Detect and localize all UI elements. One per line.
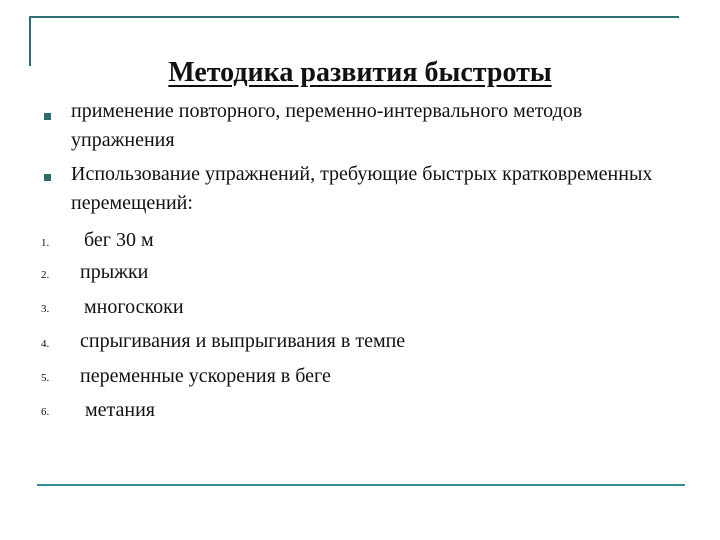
list-item: многоскоки [84, 296, 184, 318]
list-number: 3. [41, 303, 50, 315]
list-number: 5. [41, 372, 50, 384]
list-item: метания [85, 399, 155, 421]
bullet-item: Использование упражнений, требующие быстрых кратковременных перемещений: [71, 163, 653, 214]
list-number: 4. [41, 338, 50, 350]
bullet-item: применение повторного, переменно-интервального методов упражнения [71, 100, 583, 151]
list-number: 6. [41, 406, 50, 418]
bullet-marker [44, 174, 51, 181]
list-item: переменные ускорения в беге [80, 365, 331, 387]
slide-title: Методика развития быстроты [168, 57, 552, 88]
list-number: 1. [41, 237, 50, 249]
list-item: спрыгивания и выпрыгивания в темпе [80, 330, 406, 352]
list-item: бег 30 м [84, 229, 154, 251]
frame-bottom-line [37, 484, 685, 486]
list-number: 2. [41, 269, 50, 281]
list-item: прыжки [80, 261, 149, 283]
frame-top-line [29, 16, 679, 18]
bullet-marker [44, 113, 51, 120]
